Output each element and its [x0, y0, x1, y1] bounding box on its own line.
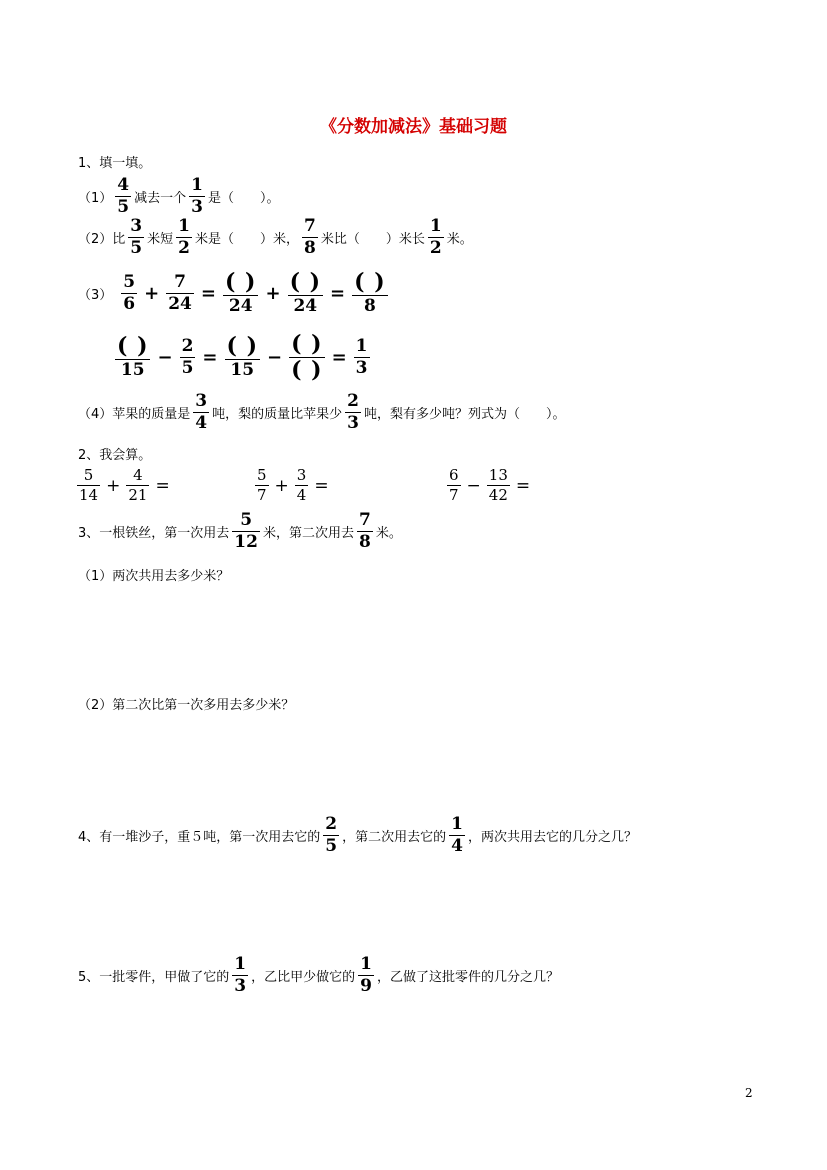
q3-sub2: （2）第二次比第一次多用去多少米？ [78, 698, 295, 713]
fraction: $\frac{1}{3}$ [234, 954, 247, 996]
q2-expression-2 [252, 468, 332, 503]
q4-text: 4、有一堆沙子，重５吨，第一次用去它的 [78, 830, 321, 845]
q3-text: 米，第二次用去 [262, 526, 354, 541]
fraction: $\frac{1}{4}$ [451, 814, 463, 856]
fraction: $\frac{2}{5}$ [325, 814, 338, 856]
equals-sign: = [202, 346, 218, 368]
fraction: $\frac{4}{5}$ [117, 175, 130, 217]
minus-sign: − [267, 346, 283, 368]
fraction: $\frac{3}{5}$ [130, 216, 143, 258]
fraction: $\frac{1}{9}$ [360, 954, 372, 996]
equals-sign: = [331, 346, 347, 368]
equals-sign: = [330, 282, 346, 304]
q2-expression-3 [444, 468, 533, 503]
q1-part1-label: （1） [78, 191, 113, 206]
fraction: $\frac{3}{4}$ [195, 391, 208, 433]
q1-part2 [78, 218, 473, 257]
fraction: $\frac{2}{3}$ [347, 391, 359, 433]
q1-part4 [78, 393, 566, 432]
fraction-blank: $\frac{( )}{( )}$ [291, 331, 323, 383]
fraction-blank: $\frac{( )}{8}$ [354, 269, 386, 316]
q5-text: 5、一批零件，甲做了它的 [78, 970, 230, 985]
equals-sign: = [155, 475, 170, 496]
fraction: $\frac{7}{24}$ [168, 271, 192, 314]
q3-statement [78, 512, 402, 551]
worksheet-title: 《分数加减法》基础习题 [320, 117, 507, 137]
q1-part3-label: （3） [78, 287, 113, 303]
fraction-blank: $\frac{( )}{15}$ [117, 332, 149, 380]
q1-part1 [78, 177, 280, 216]
q4-statement [78, 816, 637, 855]
q1-heading: 1、填一填。 [78, 156, 152, 171]
q1-part2-text: 米短 [147, 232, 174, 247]
equals-sign: = [314, 475, 329, 496]
plus-sign: + [274, 475, 289, 496]
plus-sign: + [106, 475, 121, 496]
q5-text: ，乙做了这批零件的几分之几？ [376, 970, 559, 985]
fraction: $\frac{7}{8}$ [304, 216, 316, 258]
q1-part2-label: （2）比 [78, 232, 126, 247]
fraction: $\frac{13}{42}$ [488, 466, 508, 504]
q3-sub1: （1）两次共用去多少米？ [78, 569, 230, 584]
q1-part3-row1 [78, 269, 391, 316]
fraction: $\frac{2}{5}$ [181, 335, 194, 378]
q4-text: ，两次共用去它的几分之几？ [467, 830, 637, 845]
plus-sign: + [144, 282, 160, 304]
q2-heading: 2、我会算。 [78, 448, 152, 463]
q1-part4-text: 吨，梨有多少吨？列式为（ ）。 [363, 407, 566, 422]
q1-part1-text: 减去一个 [134, 191, 187, 206]
fraction: $\frac{7}{8}$ [358, 510, 371, 552]
fraction-blank: $\frac{( )}{24}$ [289, 269, 322, 316]
fraction: $\frac{5}{14}$ [79, 466, 99, 504]
minus-sign: − [466, 475, 481, 496]
q1-part4-text: 吨，梨的质量比苹果少 [212, 407, 343, 422]
fraction: $\frac{1}{3}$ [191, 175, 203, 217]
q1-part4-label: （4）苹果的质量是 [78, 407, 191, 422]
q3-text: 3、一根铁丝，第一次用去 [78, 526, 230, 541]
q5-text: ，乙比甲少做它的 [251, 970, 356, 985]
q1-part2-text: 米。 [446, 232, 473, 247]
fraction: $\frac{1}{2}$ [178, 216, 190, 258]
minus-sign: − [157, 346, 173, 368]
fraction: $\frac{5}{12}$ [234, 510, 258, 552]
q3-text: 米。 [375, 526, 402, 541]
fraction-blank: $\frac{( )}{15}$ [226, 332, 258, 380]
fraction-blank: $\frac{( )}{24}$ [224, 269, 257, 316]
equals-sign: = [200, 282, 216, 304]
fraction: $\frac{1}{2}$ [429, 216, 442, 258]
fraction: $\frac{5}{6}$ [123, 271, 136, 314]
page-number: 2 [745, 1086, 753, 1100]
q4-text: ，第二次用去它的 [342, 830, 447, 845]
fraction: $\frac{5}{7}$ [257, 466, 267, 504]
plus-sign: + [265, 282, 281, 304]
q5-statement [78, 956, 559, 995]
q1-part2-text: 米是（ ）米， [194, 232, 299, 247]
equals-sign: = [515, 475, 531, 496]
q1-part3-row2 [112, 331, 373, 383]
q2-expression-1 [74, 468, 173, 503]
fraction: $\frac{1}{3}$ [355, 335, 368, 378]
q1-part2-text: 米比（ ）米长 [320, 232, 425, 247]
fraction: $\frac{4}{21}$ [128, 466, 148, 504]
q1-part1-text: 是（ ）。 [207, 191, 280, 206]
fraction: $\frac{3}{4}$ [296, 466, 307, 504]
fraction: $\frac{6}{7}$ [449, 466, 459, 504]
